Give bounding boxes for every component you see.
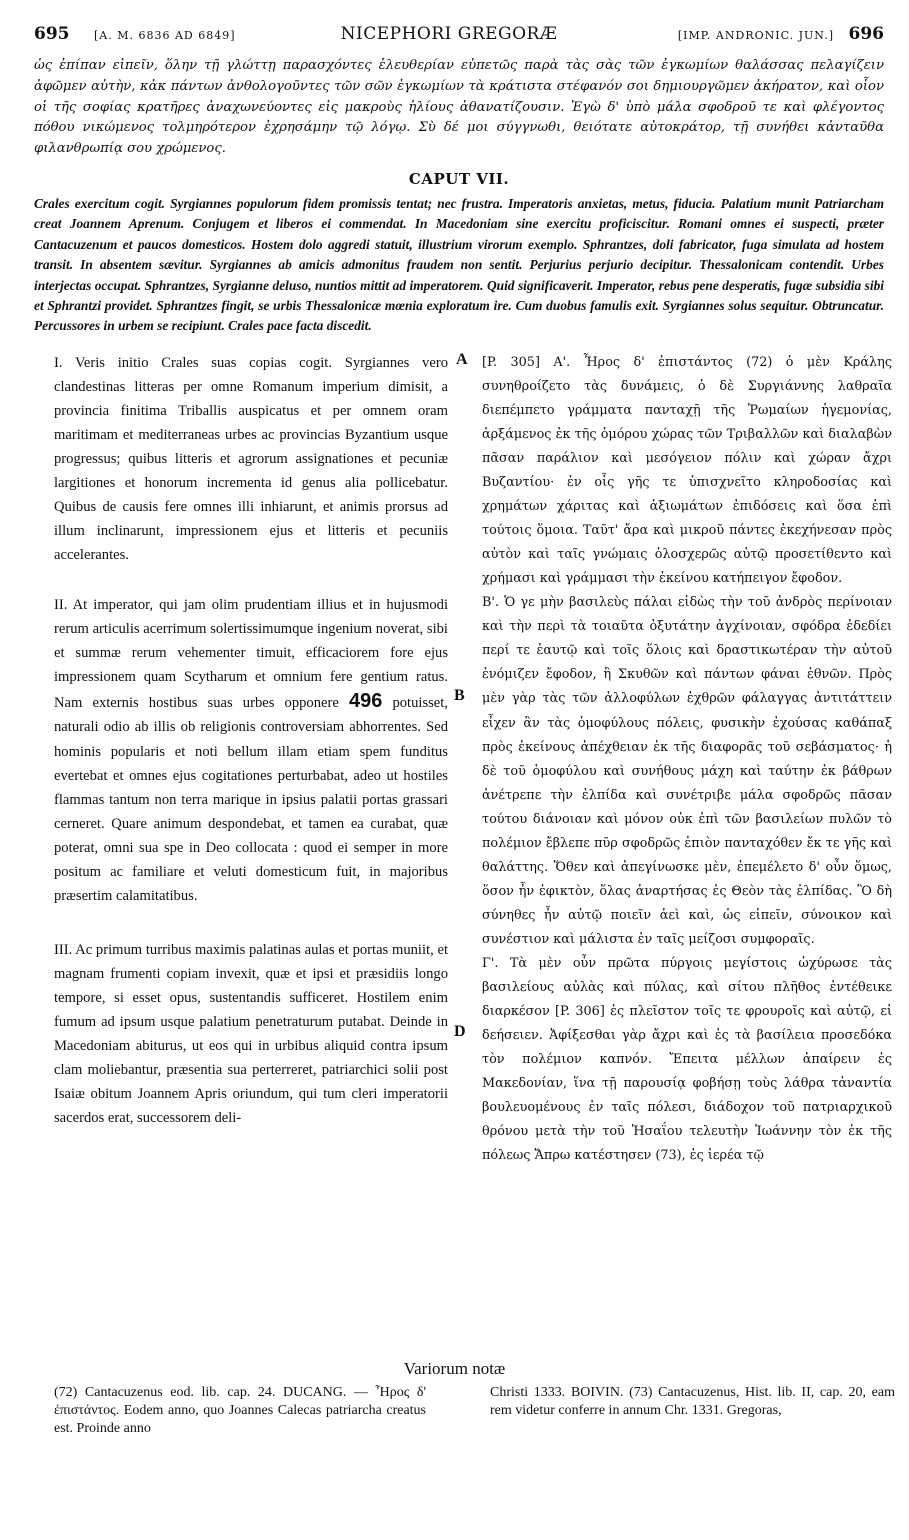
page-number-left: 695 xyxy=(34,24,70,44)
year-left: [A. M. 6836 AD 6849] xyxy=(94,29,236,42)
notes xyxy=(54,1384,895,1444)
latin-paragraph-2-start: II. At imperator, qui jam olim prudentiam illius et in hujusmodi rerum articulis acerrimum solertissimumque ingenium noverat, sibi et summæ rerum vehementer timuit, efficaciorem fore ejus impressionem quam Scytharum et omnium fere gentium ratus. Nam externis hostibus suas urbes opponere xyxy=(54,597,448,712)
inline-page-number: 496 xyxy=(348,690,383,713)
notes-title: Variorum notæ xyxy=(403,1359,506,1378)
latin-paragraph-2-end: potuisset, naturali odio ab illis ob religionis controversiam abhorrentes. Sed hominis popularis et noti bellum illam etiam spem funditus evertebat et omnes ejus cogitationes perturbabat, adeo ut hostiles flammas tantum non terra marique in ipsius palatii portas grassari cerneret. Quare animum despondebat, et tamen ea curabat, quæ poterat, omni sua spe in Deo collocata : quod ei semper in more positum ac familiare et veluti domesticum fuit, in majoribus præsertim calamitatibus. xyxy=(54,695,448,904)
chapter-title: CAPUT VII. xyxy=(408,169,510,188)
page-number-right: 696 xyxy=(848,24,884,44)
note-right: Christi 1333. BOIVIN. (73) Cantacuzenus, Hist. lib. II, cap. 20, eam rem videtur conferre in annum Chr. 1331. Gregoras, xyxy=(490,1385,895,1418)
latin-paragraph-1: I. Veris initio Crales suas copias cogit. Syrgiannes vero clandestinas litteras per omne Romanum imperium dimisit, a provincia finitima Triballis auspicatus et per omnem oram maritimam et mediterraneas urbes ac provincias Byzantium usque progressus; quibus litteris et agrorum assignationes et pecuniæ largitiones et honorum incrementa id genus alia pollicebatur. Quibus de causis fere omnes illi inhiarunt, et animis prorsus ad illum inclinarunt, impressionem ejus et litteris et pecuniis accelerantes. xyxy=(54,354,448,564)
parallel-columns xyxy=(34,350,892,1215)
chapter-summary: Crales exercitum cogit. Syrgiannes populorum fidem promissis tentat; nec frustra. Imperatoris anxietas, metus, fiducia. Palatium munit Patriarcham creat Joannem Aprenum. Conjugem et liberos ei commendat. In Macedoniam sine exercitu proficiscitur. Romani omnes ei suspecti, præter Cantacuzenum et paucos domesticos. Hostem dolo aggredi statuit, illustrium virorum exemplo. Sphrantzes, doli fabricator, fuga simulata ad hostem transit. In absentem sævitur. Syrgiannes ab amicis admonitus fraudem non sentit. Perjurius perjurio decipitur. Thessalonicam contendit. Urbes interjectas occupat. Sphrantzes, Syrgianne deluso, nuntios mittit ad imperatorem. Quid significaverit. Imperator, rebus pene desperatis, fugæ subsidia sibi et Sphrantzi providet. Sphrantzes fingit, se urbis Thessalonicæ mœnia exploratum ire. Cum duobus famulis exit. Syrgiannes solus sequitur. Obtruncatur. Percussores in urbem se recipiunt. Crales pace facta discedit. xyxy=(34,195,884,334)
margin-marker-a: A xyxy=(456,350,468,368)
margin-marker-d: D xyxy=(454,1022,466,1040)
latin-paragraph-3: III. Ac primum turribus maximis palatinas aulas et portas muniit, et magnam frumenti copiam invexit, quæ et ipsi et præsidiis longo tempore, si esset opus, sustentandis sufficeret. Hostilem enim fumum ad ipsum usque palatium penetraturum putabat. Deinde in Macedoniam abiturus, ut eos qui in urbibus aliquid contra ipsum clam moliebantur, præsentia sua perterreret, patriarchici solii post Isaiæ obitum Joannem Apris oriundum, qui tum cleri imperatorii sacerdos erat, successorem deli- xyxy=(54,941,448,1127)
intro-greek: ὡς ἐπίπαν εἰπεῖν, ὅλην τῇ γλώττῃ παρασχόντες ἐλευθερίαν εὐπετῶς παρὰ τὰς σὰς τῶν ἐγκωμίων θαλάσσας πελαγίζειν ἀφῶμεν αὐτὴν, κἀκ πάντων ἀνθολογοῦντες τῶν σῶν ἐγκωμίων τὰ κράτιστα στέφανόν σοι δημιουργῶμεν ἀκήρατον, καὶ οἷον οἱ τῆς σοφίας κρατῆρες ἀναχωνεύοντες εἰς μακροὺς ἡλίους ἀθανατίζουσιν. Ἐγὼ δ' ὑπὸ μάλα σφοδροῦ τε καὶ φλέγοντος πόθου νικώμενος τολμηρότερον ἐχρησάμην τῷ λόγῳ. Σὺ δέ μοι σύγγνωθι, θειότατε αὐτοκράτορ, τῇ συνήθει κἀνταῦθα φιλανθρωπίᾳ σου χρώμενος. xyxy=(34,58,884,157)
margin-marker-b: B xyxy=(454,686,465,704)
page xyxy=(34,24,892,1215)
running-title: NICEPHORI GREGORÆ xyxy=(340,24,558,44)
greek-paragraph-1: [P. 305] Α'. Ἦρος δ' ἐπιστάντος (72) ὁ μὲν Κράλης συνηθροίζετο τὰς δυνάμεις, ὁ δὲ Συργιάννης λαθραῖα διεπέμπετο γράμματα πανταχῇ τῆς Ῥωμαίων ἡγεμονίας, ἀρξάμενος ἐκ τῆς ὁμόρου χώρας τῶν Τριβαλλῶν καὶ διαλαβὼν πᾶσαν παράλιον καὶ μεσόγειον πόλιν καὶ χώραν ἄχρι Βυζαντίου· ἐν οἷς γῆς τε ὑπισχνεῖτο κληροδοσίας καὶ χρημάτων χάριτας καὶ ἀξιωμάτων ἐπιδόσεις καὶ ὅσα ἐπὶ τούτοις ὅμοια. Ταῦτ' ἄρα καὶ μικροῦ πάντες ἐκεχήνεσαν πρὸς αὐτὸν καὶ ταῖς γνώμαις ὁλοσχερῶς αὐτῷ προσετίθεντο καὶ χρήμασι καὶ γράμμασι τὴν ἐκείνου κατήπειγον ἔφοδον. xyxy=(482,354,892,587)
greek-paragraph-3: Γ'. Τὰ μὲν οὖν πρῶτα πύργοις μεγίστοις ὠχύρωσε τὰς βασιλείους αὐλὰς καὶ πύλας, καὶ σίτου πλῆθος ἐντέθεικε διαρκέσον [P. 306] ἐς πλεῖστον τοῖς τε φρουροῖς καὶ αὐτῷ, εἰ δεήσειεν. Ἀφίξεσθαι γὰρ ἄχρι καὶ ἐς τὰ βασίλεια προσεδόκα τὸν πολέμιον καπνόν. Ἔπειτα μέλλων ἀπαίρειν ἐς Μακεδονίαν, ἵνα τῇ παρουσίᾳ φοβήσῃ τοὺς λάθρα τἀναντία βουλευομένους ἐν ταῖς πόλεσι, διάδοχον τοῦ πατριαρχικοῦ θρόνου μετὰ τὴν τοῦ Ἠσαΐου τελευτὴν Ἰωάννην τὸν ἐκ τῆς πόλεως Ἄπρω κατέστησεν (73), ἐς ἱερέα τῷ xyxy=(482,956,892,1164)
running-header xyxy=(34,24,884,52)
greek-column xyxy=(482,351,892,1169)
greek-paragraph-2: Β'. Ὁ γε μὴν βασιλεὺς πάλαι εἰδὼς τὴν τοῦ ἀνδρὸς περίνοιαν καὶ τὴν περὶ τὰ τοιαῦτα ὀξυτάτην ἀγχίνοιαν, σφόδρα ἐδεδίει περί τε ἑαυτῷ καὶ τοῖς ὅλοις καὶ δραστικωτέραν τὴν αὐτοῦ ἐνόμιζεν ἔφοδον, ἢ Σκυθῶν καὶ πάντων φάναι ἐθνῶν. Πρὸς μὲν γὰρ τὰς τῶν ἀλλοφύλων ἐχθρῶν φάλαγγας ἀντιτάττειν εἶχεν ἂν τὰς ὁμοφύλους πόλεις, φυσικὴν ἐχούσας καθάπαξ πρὸς ἐκείνους ἀπέχθειαν ἐκ τῆς διαφορᾶς τοῦ σεβάσματος· ἡ δὲ τοῦ ὁμοφύλου καὶ συνήθους μάχη καὶ ταύτην ἐκ βάθρων ἀνέτρεπε τὴν ἐλπίδα καὶ συνέτριβε μάλα σφοδρῶς πᾶσαν τούτου διάνοιαν καὶ μόνον οὐκ ἐπὶ τῶν βασιλείων πυλῶν τὸ πολέμιον ἔβλεπε πῦρ σφοδρῶς ἐπιὸν πανταχόθεν ἔκ τε γῆς καὶ θαλάττης. Ὅθεν καὶ ἀπεγίνωσκε μὲν, ἐπεμέλετο δ' οὖν ὅμως, ὅσον ἦν ἐφικτὸν, ὅλας ἀναρτήσας ἐς Θεὸν τὰς ἐλπίδας. Ὃ δὴ σύνηθες ἦν αὐτῷ ποιεῖν ἀεὶ καὶ, ὡς εἰπεῖν, σύνοικον καὶ συνέστιον καὶ μάλιστα ἐν ταῖς μείζοσι συμφοραῖς. xyxy=(482,595,892,947)
year-right: [IMP. ANDRONIC. JUN.] xyxy=(677,29,834,42)
latin-column xyxy=(54,351,448,1130)
note-left: (72) Cantacuzenus eod. lib. cap. 24. DUCANG. — Ἦρος δ' ἐπιστάντος. Eodem anno, quo Joannes Calecas patriarcha creatus est. Proinde anno xyxy=(54,1385,426,1436)
latin-paragraph-2 xyxy=(54,593,448,908)
